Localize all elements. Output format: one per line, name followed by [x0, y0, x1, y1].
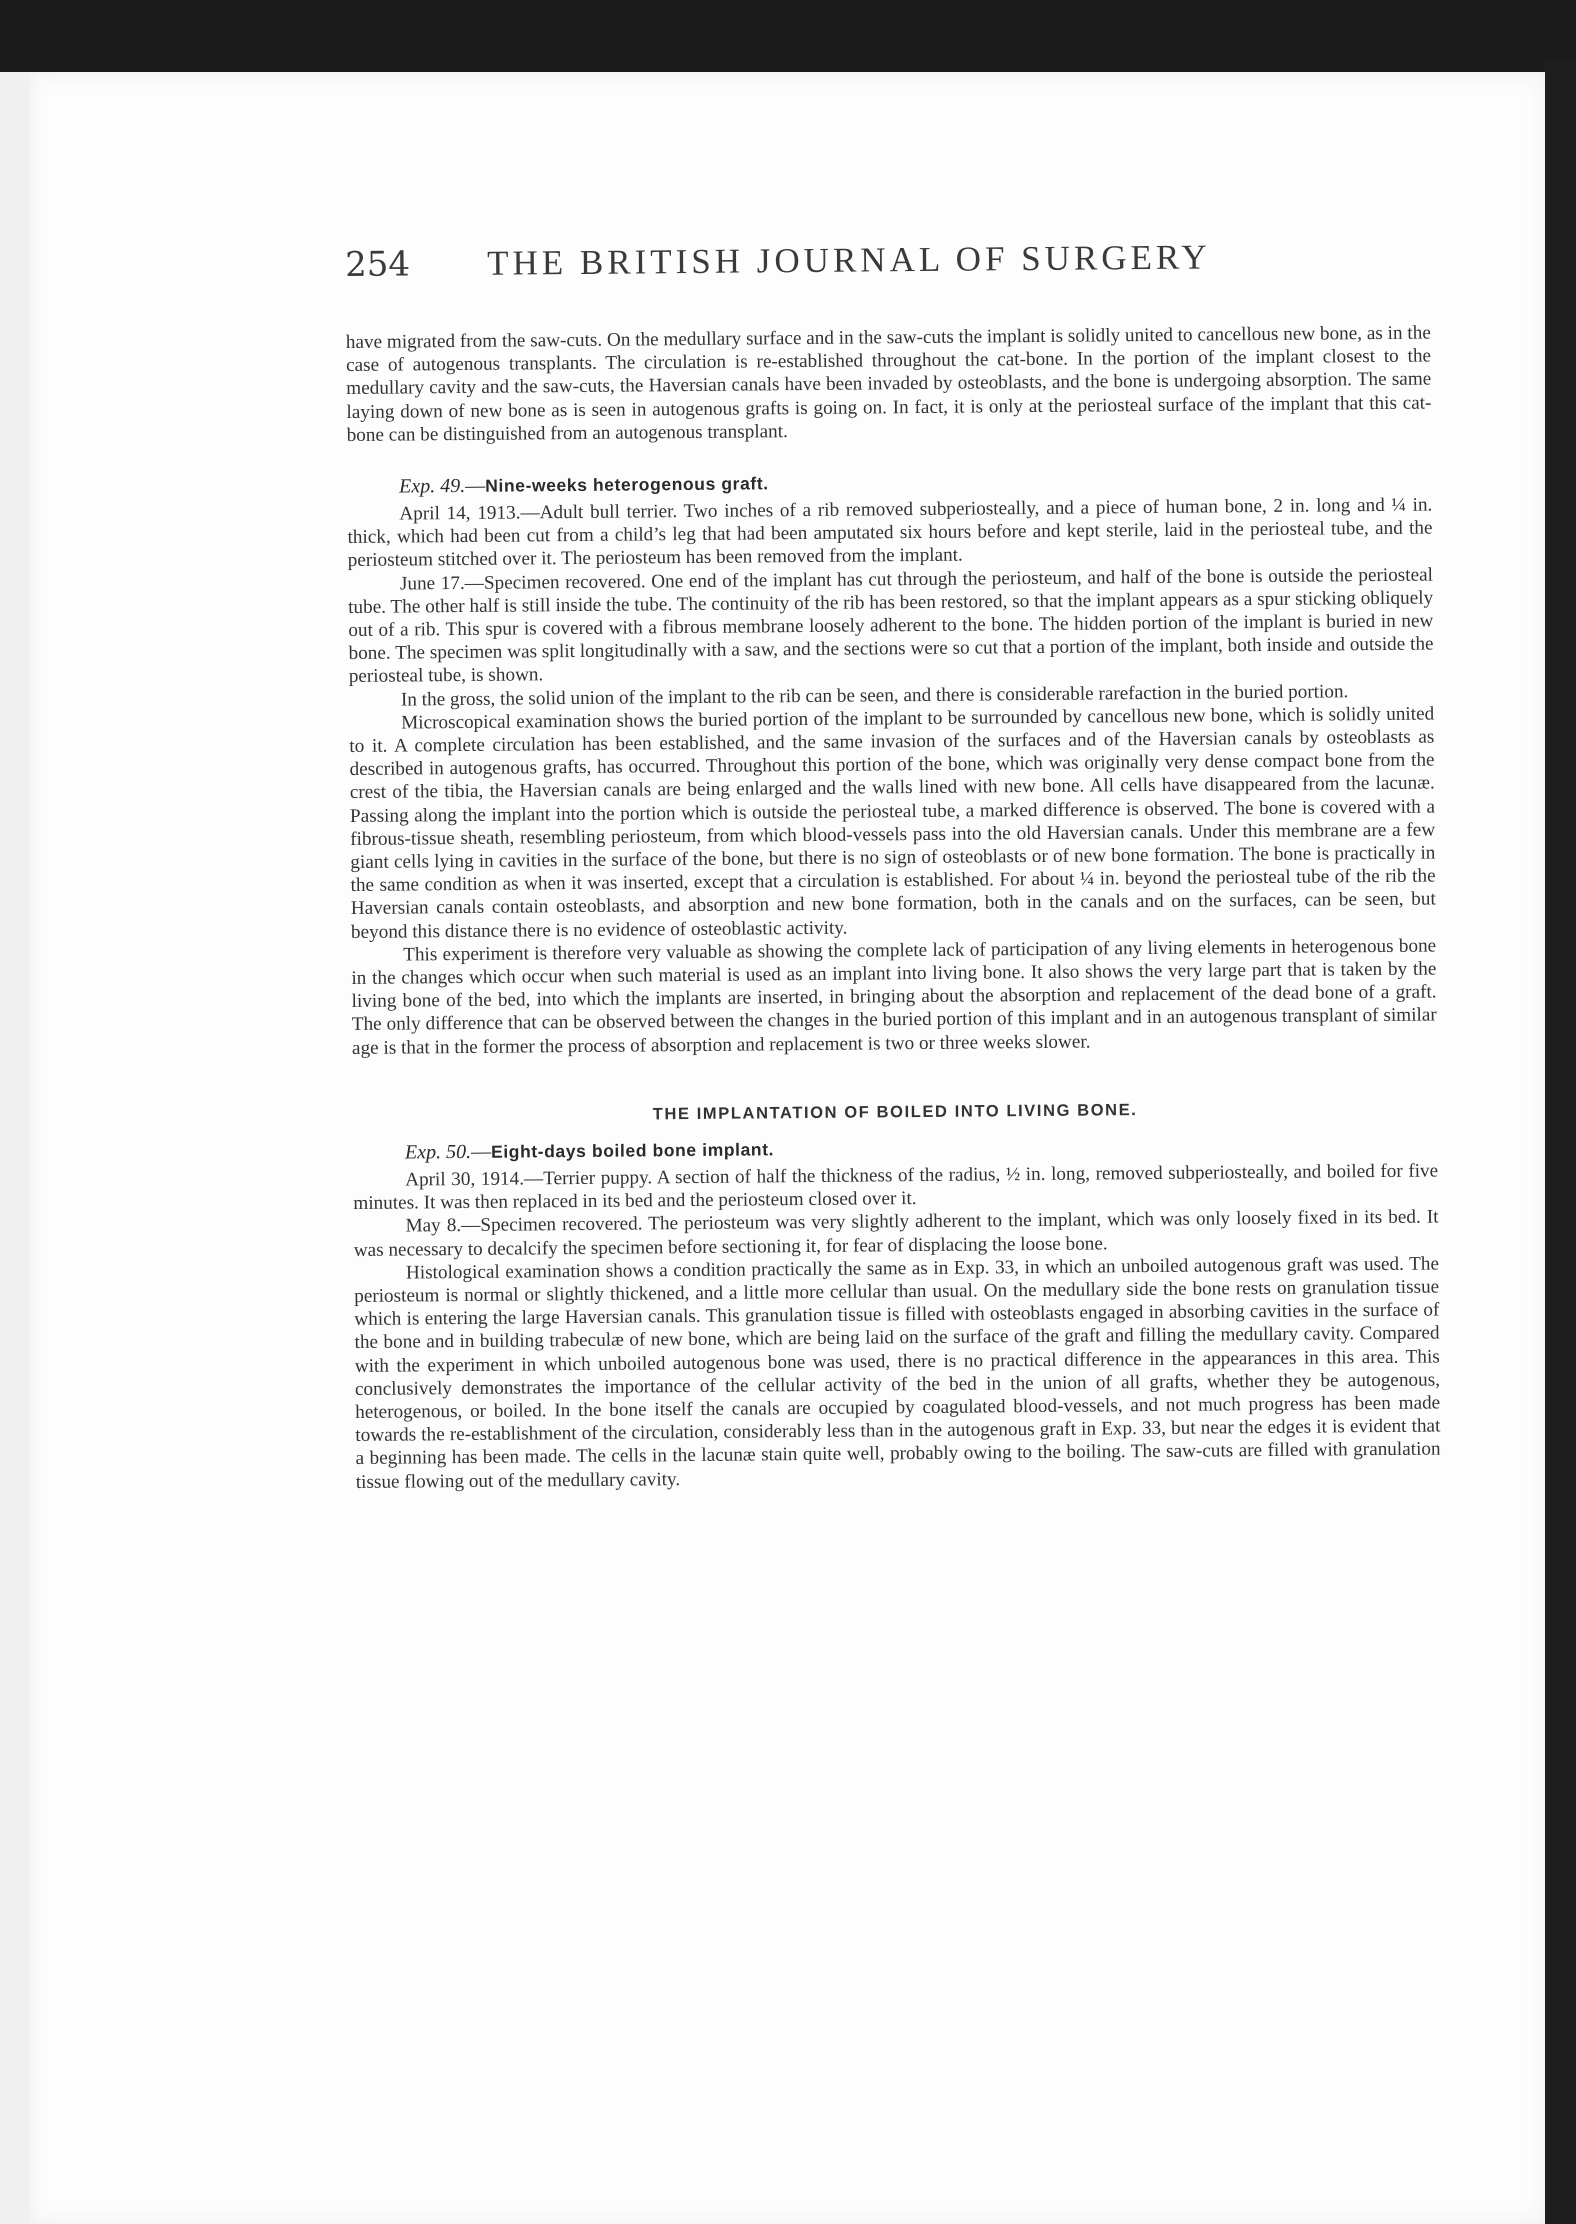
paragraph: June 17.—Specimen recovered. One end of the implant has cut through the periosteum, and half of the bone is outside the periosteal tube. The other half is still inside the tube. The continuity of the rib has been restored, so that the implant appears as a spur sticking obliquely out of a rib. This spur is covered with a fibrous membrane loosely adherent to the bone. The hidden portion of the implant is buried in new bone. The specimen was split longitudinally with a saw, and the sections were so cut that a portion of the implant, both inside and outside the periosteal tube, is shown. — [348, 564, 1434, 688]
paragraph: In the gross, the solid union of the implant to the rib can be seen, and there is considerable rarefaction in the buried portion. — [400, 680, 1349, 711]
experiment-50-heading: Exp. 50.—Eight-days boiled bone implant. — [404, 1139, 775, 1164]
scan-right-border — [1545, 60, 1576, 2224]
paragraph: This experiment is therefore very valuable as showing the complete lack of participation of any living elements in heterogenous bone in the changes which occur when such material is used as an implant into living bone. It also shows the very large part that is taken by the living bone of the bed, into which the implants are inserted, in bringing about the absorption and replacement of the dead bone of a graft. The only difference that can be observed between the changes in the buried portion of this implant and in an autogenous transplant of similar age is that in the former the process of absorption and replacement is two or three weeks slower. — [351, 935, 1437, 1059]
experiment-49-heading: Exp. 49.—Nine-weeks heterogenous graft. — [399, 473, 769, 498]
running-head — [345, 236, 1430, 301]
paragraph: Microscopical examination shows the buried portion of the implant to be surrounded by cancellous new bone, which is solidly united to it. A complete circulation has been established, and the same invasion of the surfaces and of the Haversian canals by osteoblasts as described in autogenous grafts, has occurred. Throughout this portion of the bone, which was originally very dense compact bone from the crest of the tibia, the Haversian canals are being enlarged and the walls lined with new bone. All cells have disappeared from the lacunæ. Passing along the implant into the portion which is outside the periosteal tube, a marked difference is observed. The bone is covered with a fibrous-tissue sheath, resembling periosteum, from which blood-vessels pass into the old Haversian canals. Under this membrane are a few giant cells lying in cavities in the surface of the bone, but there is no sign of osteoblasts or of new bone formation. The bone is practically in the same condition as when it was inserted, except that a circulation is established. For about ¼ in. beyond the periosteal tube of the rib the Haversian canals contain osteoblasts, and absorption and new bone formation, both in the canals and on the surfaces, can be seen, but beyond this distance there is no evidence of osteoblastic activity. — [349, 703, 1436, 943]
page-content — [345, 236, 1441, 1494]
journal-title: THE BRITISH JOURNAL OF SURGERY — [486, 237, 1211, 283]
scan-left-margin — [0, 72, 30, 2224]
paragraph: April 30, 1914.—Terrier puppy. A section of half the thickness of the radius, ½ in. long, removed subperiosteally, and boiled for five minutes. It was then replaced in its bed and the periosteum closed over it. — [353, 1160, 1439, 1215]
experiment-title: Eight-days boiled bone implant. — [490, 1139, 775, 1162]
paragraph: May 8.—Specimen recovered. The periosteum was very slightly adherent to the implant, which was only loosely fixed in its bed. It was necessary to decalcify the specimen before sectioning it, for fear of displacing the loose bone. — [353, 1206, 1439, 1261]
section-heading: THE IMPLANTATION OF BOILED INTO LIVING BONE. — [652, 1101, 1138, 1124]
experiment-label: Exp. 49. — [399, 474, 466, 498]
paragraph: Histological examination shows a condition practically the same as in Exp. 33, in which an unboiled autogenous graft was used. The periosteum is normal or slightly thickened, and a little more cellular than usual. On the medullary side the bone rests on granulation tissue which is entering the large Haversian canals. This granulation tissue is filled with osteoblasts engaged in absorbing cavities in the surface of the bone and in building trabeculæ of new bone, which are being laid on the surface of the graft and filling the medullary cavity. Compared with the experiment in which unboiled autogenous bone was used, there is no practical difference in the appearances in this area. This conclusively demonstrates the importance of the cellular activity of the bed in the union of all grafts, whether they be autogenous, heterogenous, or boiled. In the bone itself the canals are occupied by coagulated blood-vessels, and not much progress has been made towards the re-establishment of the circulation, considerably less than in the autogenous graft in Exp. 33, but near the edges it is evident that a beginning has been made. The cells in the lacunæ stain quite well, probably owing to the boiling. The saw-cuts are filled with granulation tissue flowing out of the medullary cavity. — [354, 1253, 1441, 1493]
paragraph: April 14, 1913.—Adult bull terrier. Two inches of a rib removed subperiosteally, and a piece of human bone, 2 in. long and ¼ in. thick, which had been cut from a child’s leg that had been amputated six hours before and kept sterile, laid in the periosteal tube, and the periosteum stitched over it. The periosteum has been removed from the implant. — [347, 494, 1433, 572]
page-number: 254 — [345, 244, 411, 285]
experiment-label: Exp. 50. — [404, 1140, 472, 1164]
experiment-title: Nine-weeks heterogenous graft. — [485, 473, 769, 496]
paragraph-continued: have migrated from the saw-cuts. On the medullary surface and in the saw-cuts the implant is solidly united to cancellous new bone, as in the case of autogenous transplants. The circulation is re-established throughout the cat-bone. In the portion of the implant closest to the medullary cavity and the saw-cuts, the Haversian canals have been invaded by osteoblasts, and the bone is undergoing absorption. The same laying down of new bone as is seen in autogenous grafts is going on. In fact, it is only at the periosteal surface of the implant that this cat-bone can be distinguished from an autogenous transplant. — [345, 322, 1432, 446]
scan-top-border — [0, 0, 1576, 72]
